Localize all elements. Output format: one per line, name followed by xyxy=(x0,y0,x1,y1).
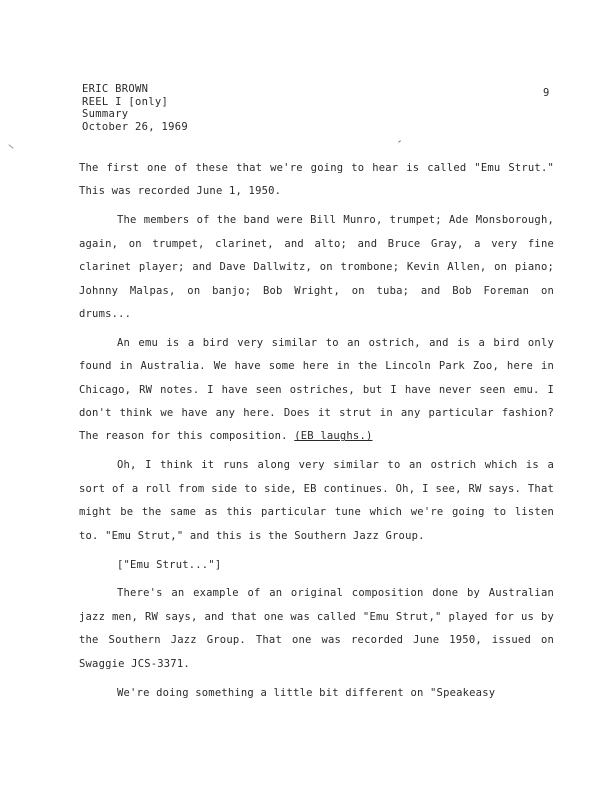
paragraph: The first one of these that we're going to hear is called "Emu Strut." This was recorded June 1, 1950. xyxy=(79,162,554,198)
paragraph: The members of the band were Bill Munro, trumpet; Ade Monsborough, again, on trumpet, clarinet, and alto; and Bruce Gray, a very fine clarinet player; and Dave Dallwitz, on trombone; Kevin Allen, on piano; Johnny Malpas, on banjo; Bob Wright, on tuba; and Bob Foreman on drums... xyxy=(79,214,554,320)
document-type: Summary xyxy=(82,108,129,120)
reel-label: REEL I [only] xyxy=(82,95,169,108)
laugh-note: (EB laughs.) xyxy=(294,430,373,443)
paragraph: There's an example of an original composition done by Australian jazz men, RW says, and that one was called "Emu Strut," played for us by the Southern Jazz Group. That one was recorded June 1950, issued on Swaggie JCS-3371. xyxy=(79,587,554,670)
paragraph-text: An emu is a bird very similar to an ostrich, and is a bird only found in Australia. We have some here in the Lincoln Park Zoo, here in Chicago, RW notes. I have seen ostriches, but I have never seen emu. I don't think we have any here. Does it strut in any particular fashion? The reason for this composition. xyxy=(79,336,554,443)
summary-body xyxy=(79,157,554,710)
margin-mark xyxy=(8,144,13,149)
stray-mark xyxy=(398,140,401,143)
document-header xyxy=(82,83,188,133)
paragraph xyxy=(79,332,554,449)
interviewee-name: ERIC BROWN xyxy=(82,83,149,95)
interview-date: October 26, 1969 xyxy=(82,120,188,133)
paragraph: We're doing something a little bit different on "Speakeasy xyxy=(117,686,496,699)
paragraph: Oh, I think it runs along very similar to an ostrich which is a sort of a roll from side to side, EB continues. Oh, I see, RW says. That might be the same as this particular tune which we're going to listen to. "Emu Strut," and this is the Southern Jazz Group. xyxy=(79,459,554,542)
page-number: 9 xyxy=(543,87,550,99)
music-cue: ["Emu Strut..."] xyxy=(117,558,222,571)
